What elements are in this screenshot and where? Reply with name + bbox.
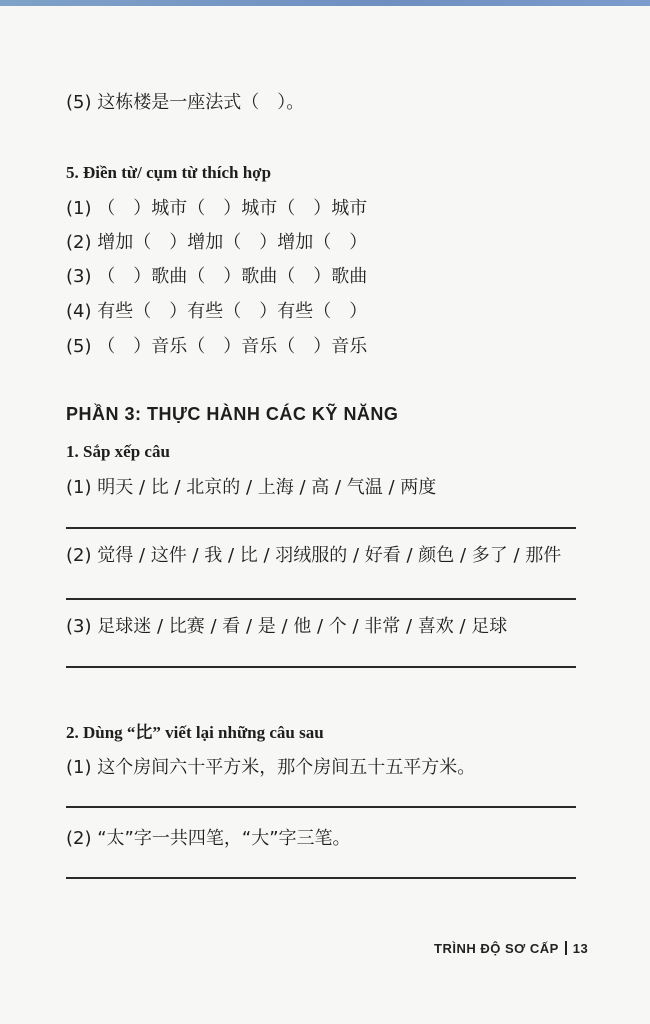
exercise5-item-5: (5) （ ）音乐（ ）音乐（ ）音乐 bbox=[66, 336, 368, 357]
answer-line bbox=[66, 877, 576, 879]
footer-divider bbox=[565, 941, 567, 955]
exercise5-item-4: (4) 有些（ ）有些（ ）有些（ ） bbox=[66, 301, 368, 322]
answer-line bbox=[66, 527, 576, 529]
exercise2-item-2: (2) “太”字一共四笔，“大”字三笔。 bbox=[66, 828, 351, 849]
exercise5-item-2: (2) 增加（ ）增加（ ）增加（ ） bbox=[66, 232, 368, 253]
exercise2-item-1: (1) 这个房间六十平方米，那个房间五十五平方米。 bbox=[66, 757, 476, 778]
exercise2-title: 2. Dùng “比” viết lại những câu sau bbox=[66, 723, 324, 742]
exercise5-item-1: (1) （ ）城市（ ）城市（ ）城市 bbox=[66, 198, 368, 219]
answer-line bbox=[66, 598, 576, 600]
exercise1-item-2: (2) 觉得 / 这件 / 我 / 比 / 羽绒服的 / 好看 / 颜色 / 多了 / 那件 bbox=[66, 545, 562, 566]
answer-line bbox=[66, 666, 576, 668]
exercise5-item-3: (3) （ ）歌曲（ ）歌曲（ ）歌曲 bbox=[66, 266, 368, 287]
exercise1-title: 1. Sắp xếp câu bbox=[66, 442, 170, 461]
exercise5-title: 5. Điền từ/ cụm từ thích hợp bbox=[66, 163, 272, 182]
exercise1-item-3: (3) 足球迷 / 比赛 / 看 / 是 / 他 / 个 / 非常 / 喜欢 / 足球 bbox=[66, 616, 508, 637]
page-number: 13 bbox=[572, 941, 589, 956]
exercise1-item-1: (1) 明天 / 比 / 北京的 / 上海 / 高 / 气温 / 两度 bbox=[66, 477, 437, 498]
book-level: TRÌNH ĐỘ SƠ CẤP bbox=[434, 941, 559, 956]
part3-title: PHẦN 3: THỰC HÀNH CÁC KỸ NĂNG bbox=[66, 404, 399, 424]
header-line: (5) 这栋楼是一座法式（ ）。 bbox=[66, 92, 305, 113]
page-footer bbox=[434, 941, 588, 956]
answer-line bbox=[66, 806, 576, 808]
